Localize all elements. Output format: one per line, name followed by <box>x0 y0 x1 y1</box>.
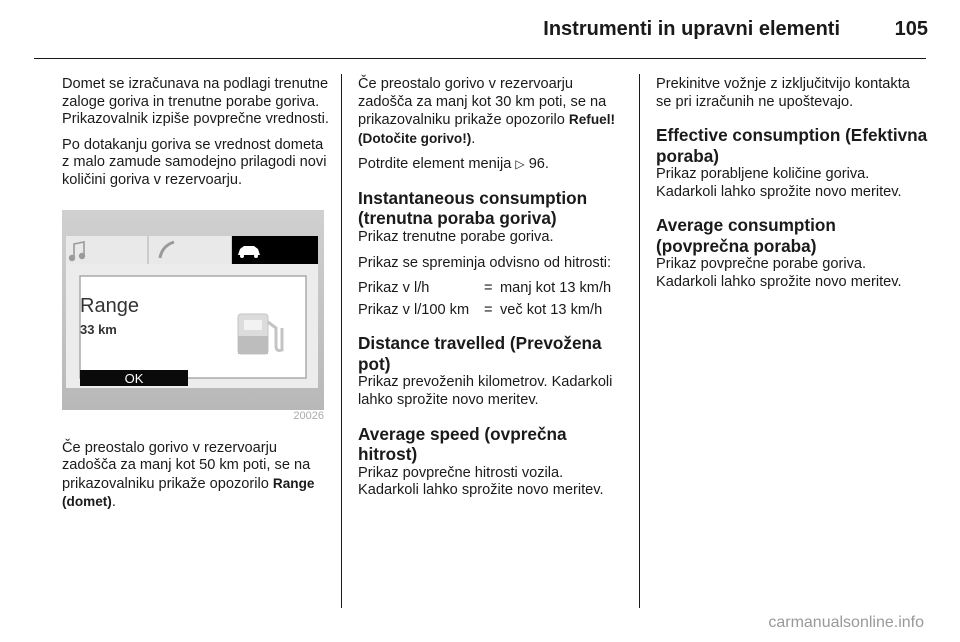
range-display-figure <box>62 210 324 426</box>
column-divider-1 <box>341 74 342 608</box>
header-divider <box>34 58 926 59</box>
paragraph: Če preostalo gorivo v rezervoarju zadošča za manj kot 50 km poti, se na prikazovalniku prikaže opozorilo Range (domet). <box>62 439 315 511</box>
paragraph: Po dotakanju goriva se vrednost dometa z malo zamude samodejno prilagodi novi količini goriva v rezervoarju. <box>62 136 327 188</box>
column-1 <box>62 76 330 520</box>
paragraph: Prikaz trenutne porabe goriva. <box>358 228 554 245</box>
paragraph: Prikaz povprečne hitrosti vozila. Kadarkoli lahko sprožite novo meritev. <box>358 464 604 499</box>
section-heading: Average consumption (povprečna poraba) <box>656 215 836 256</box>
page-number: 105 <box>894 18 928 40</box>
ok-label: OK <box>124 370 144 386</box>
table-row <box>358 298 618 320</box>
column-2 <box>358 76 628 508</box>
display-mode-table <box>358 280 618 319</box>
screen-title: Range <box>80 294 139 317</box>
paragraph: Potrdite element menija ▷ 96. <box>358 156 549 173</box>
paragraph: Prikaz prevoženih kilometrov. Kadarkoli lahko sprožite novo meritev. <box>358 374 613 408</box>
warning-term: Refuel! (Dotočite gorivo!) <box>358 112 615 146</box>
section-heading: Effective consumption (Efektivna poraba) <box>656 125 928 166</box>
paragraph: Če preostalo gorivo v rezervoarju zadošča za manj kot 30 km poti, se na prikazovalniku prikaže opozorilo Refuel! (Dotočite gorivo!). <box>358 76 615 147</box>
figure-number: 20026 <box>293 409 324 422</box>
page-reference: 96. <box>528 156 549 173</box>
paragraph: Prikaz se spreminja odvisno od hitrosti: <box>358 254 612 271</box>
page-reference-arrow-icon: ▷ <box>515 157 525 172</box>
column-3 <box>656 76 928 300</box>
table-cell: Prikaz v l/100 km <box>358 301 470 318</box>
paragraph: Prikaz porabljene količine goriva. Kadarkoli lahko sprožite novo meritev. <box>656 166 902 200</box>
paragraph: Prikaz povprečne porabe goriva. Kadarkoli lahko sprožite novo meritev. <box>656 256 902 290</box>
table-cell: = <box>484 280 493 297</box>
paragraph: Domet se izračunava na podlagi trenutne zaloge goriva in trenutne porabe goriva. Prikazovalnik izpiše povprečne vrednosti. <box>62 76 329 128</box>
table-cell: = <box>484 301 493 318</box>
header-title: Instrumenti in upravni elementi <box>543 18 840 40</box>
table-row <box>358 280 618 298</box>
section-heading: Instantaneous consumption (trenutna poraba goriva) <box>358 187 588 229</box>
display-illustration <box>62 210 324 410</box>
section-heading: Distance travelled (Prevožena pot) <box>358 333 602 374</box>
table-cell: Prikaz v l/h <box>358 280 430 297</box>
watermark: carmanualsonline.info <box>768 614 924 631</box>
table-cell: manj kot 13 km/h <box>500 280 612 297</box>
section-heading: Average speed (ovprečna hitrost) <box>358 423 567 465</box>
screen-value: 33 km <box>80 321 117 337</box>
table-cell: več kot 13 km/h <box>500 301 603 318</box>
column-divider-2 <box>639 74 640 608</box>
warning-term: Range (domet) <box>62 475 315 510</box>
paragraph: Prekinitve vožnje z izključitvijo kontakta se pri izračunih ne upoštevajo. <box>656 76 910 110</box>
